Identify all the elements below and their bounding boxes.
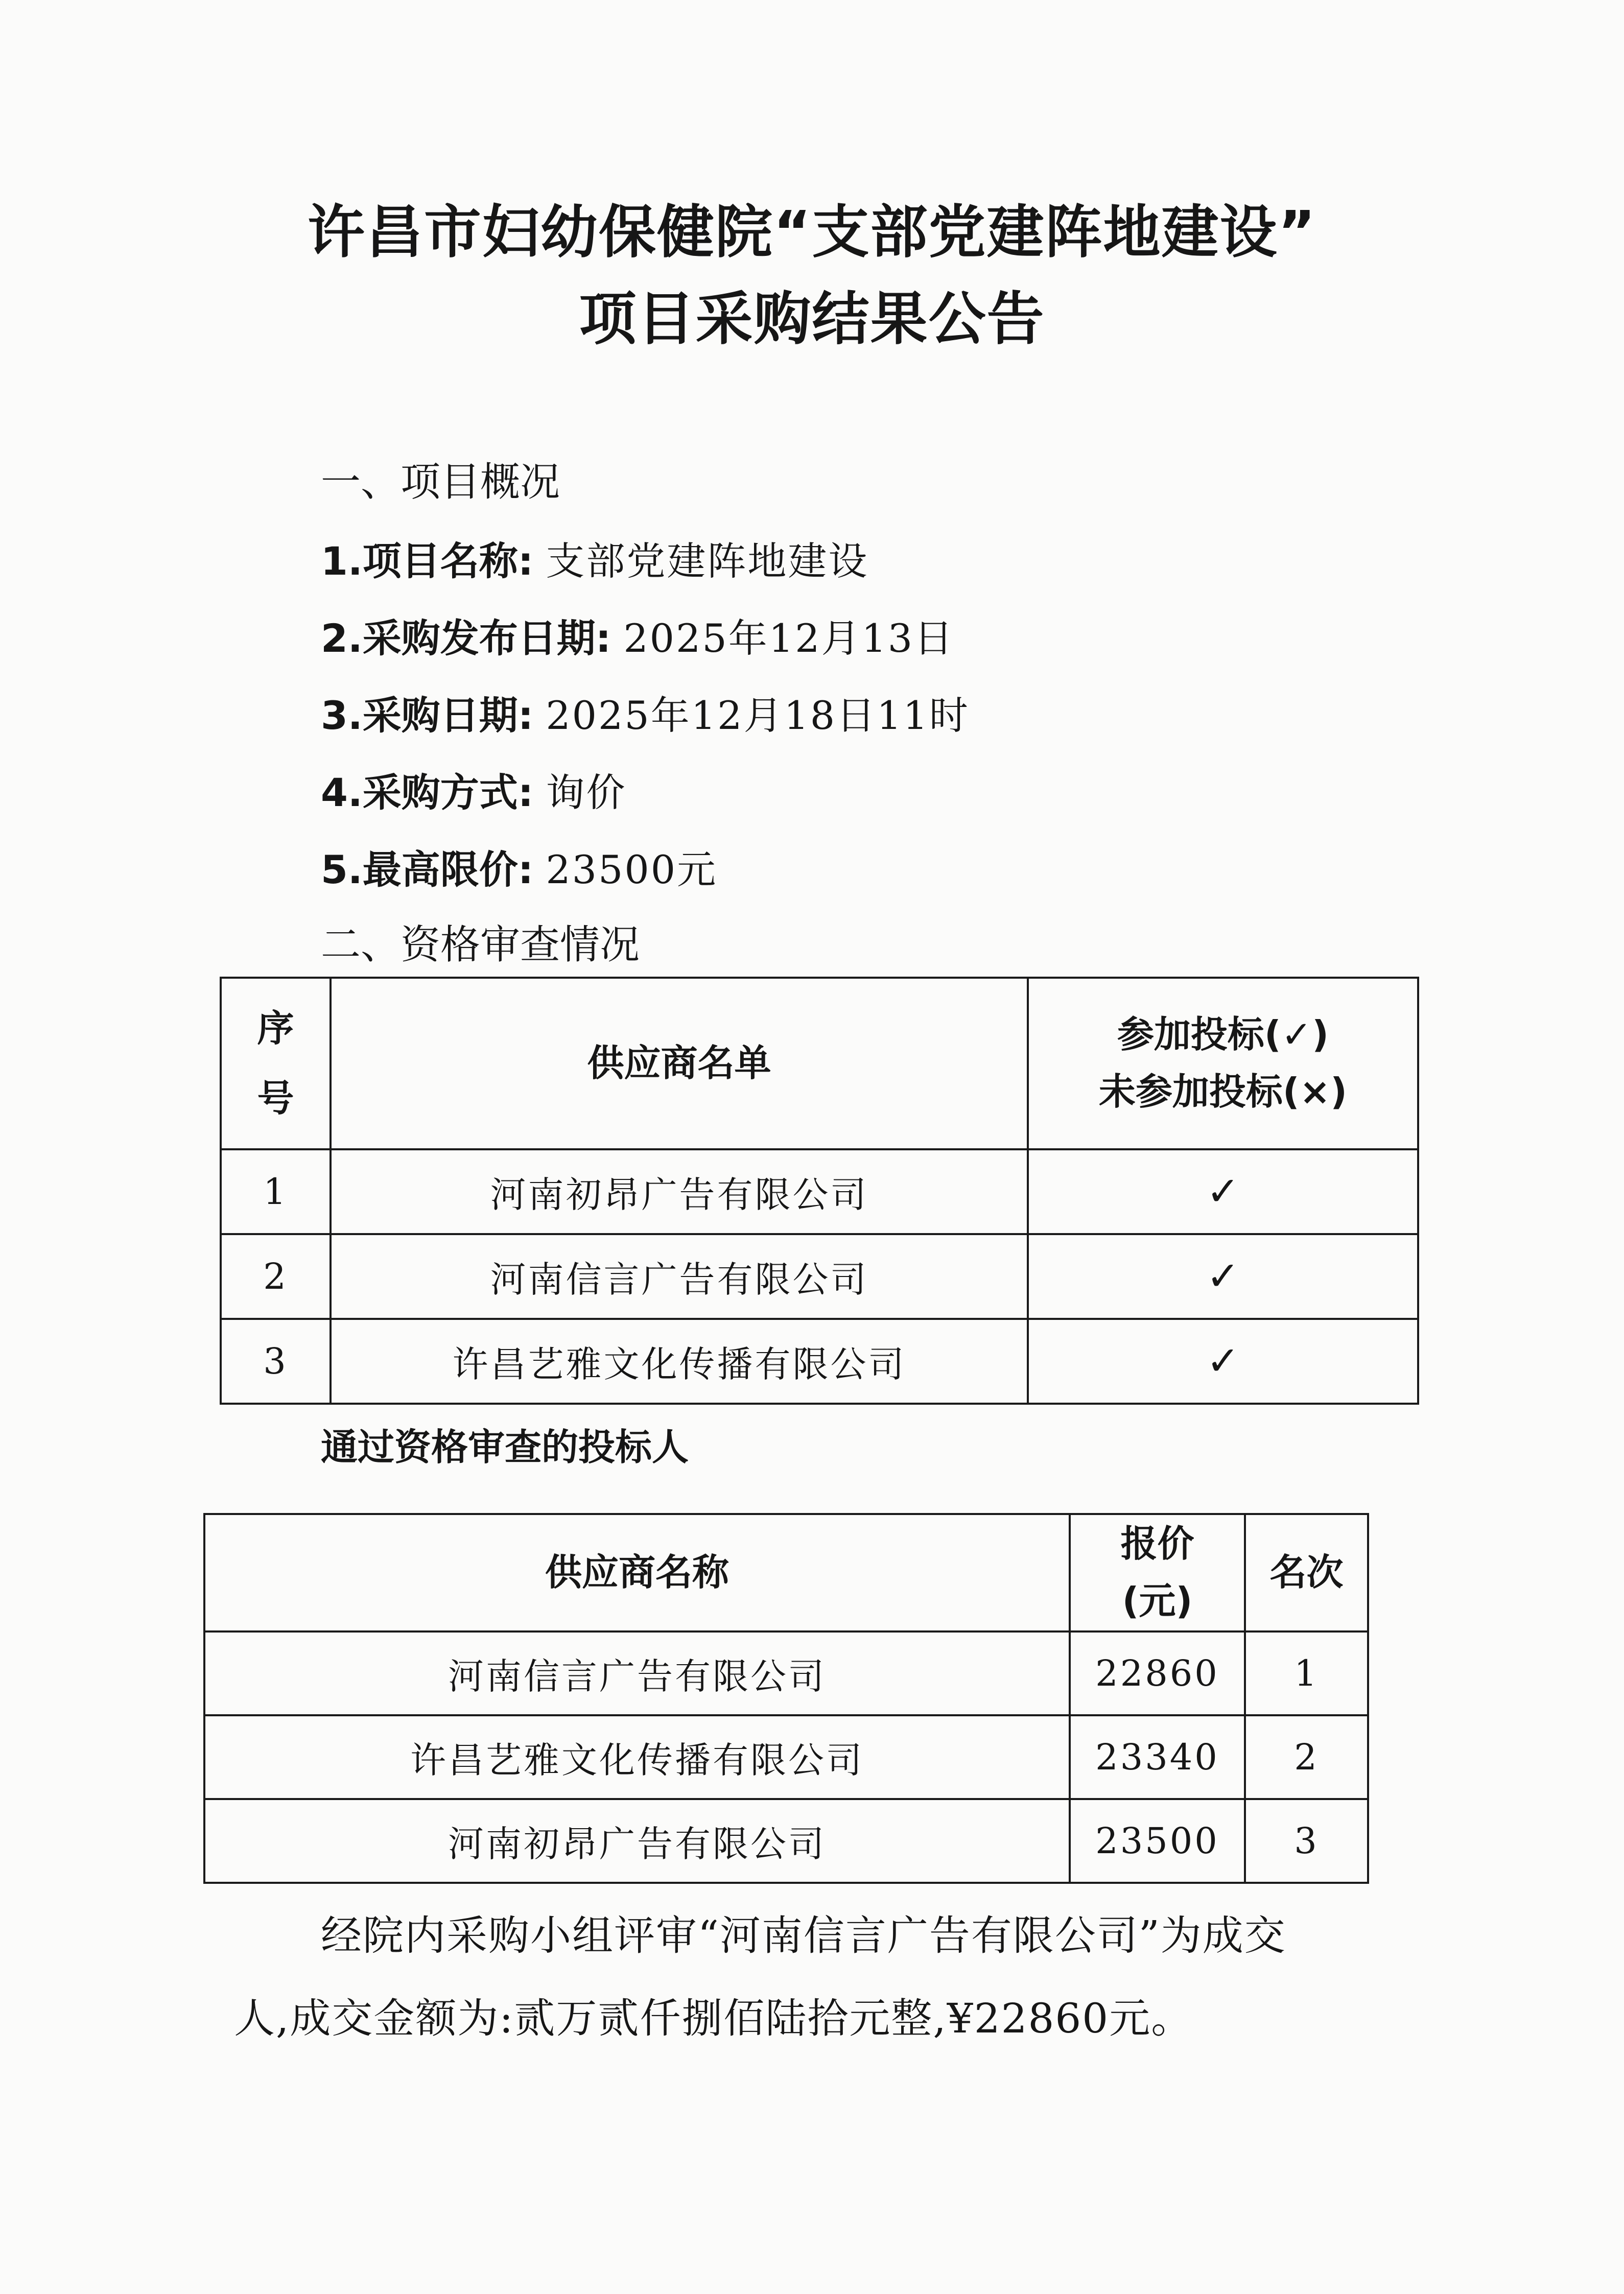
header-price: [1070, 1514, 1245, 1631]
header-price-label: 报价: [1120, 1522, 1194, 1566]
supplier-name-cell: 河南信言广告有限公司: [331, 1234, 1028, 1319]
check-icon: ✓: [1028, 1234, 1418, 1319]
info-value: 2025年12月13日: [623, 616, 955, 661]
header-rank: 名次: [1245, 1514, 1368, 1631]
qualified-bidders-title: 通过资格审查的投标人: [321, 1426, 689, 1469]
rank-cell: 2: [1245, 1715, 1368, 1799]
rank-cell: 1: [1245, 1631, 1368, 1715]
info-item-purchase-method: [321, 769, 626, 816]
info-value: 询价: [546, 770, 627, 815]
check-icon: ✓: [1028, 1149, 1418, 1234]
price-cell: 22860: [1070, 1631, 1245, 1715]
info-value: 23500元: [546, 847, 718, 892]
table-row: [204, 1799, 1368, 1883]
header-participated: 参加投标(✓): [1117, 1013, 1329, 1056]
table-row: [221, 1149, 1418, 1234]
document-title-line2: 项目采购结果公告: [579, 286, 1045, 352]
serial-cell: 1: [221, 1149, 331, 1234]
header-serial-no: [221, 978, 331, 1149]
supplier-name-cell: 许昌艺雅文化传播有限公司: [331, 1319, 1028, 1404]
supplier-participation-table: [220, 977, 1419, 1405]
qualified-bidders-table: [203, 1513, 1369, 1884]
table-header-row: [221, 978, 1418, 1149]
conclusion-line1: 经院内采购小组评审“河南信言广告有限公司”为成交: [321, 1912, 1286, 1959]
document-title-line1: 许昌市妇幼保健院“支部党建阵地建设”: [307, 199, 1317, 266]
serial-cell: 2: [221, 1234, 331, 1319]
check-icon: ✓: [1028, 1319, 1418, 1404]
info-label: 3.采购日期:: [321, 693, 534, 738]
supplier-name-cell: 河南初昂广告有限公司: [331, 1149, 1028, 1234]
table-row: [204, 1715, 1368, 1799]
header-price-unit: (元): [1122, 1579, 1193, 1622]
info-item-max-price: [321, 846, 717, 893]
header-participation: [1028, 978, 1418, 1149]
header-supplier-name: 供应商名称: [204, 1514, 1070, 1631]
header-serial-text: 序号: [257, 1007, 294, 1120]
table-row: [221, 1319, 1418, 1404]
supplier-name-cell: 许昌艺雅文化传播有限公司: [204, 1715, 1070, 1799]
info-label: 5.最高限价:: [321, 847, 534, 892]
info-value: 支部党建阵地建设: [546, 538, 869, 584]
conclusion-line2: 人,成交金额为:贰万贰仟捌佰陆拾元整,¥22860元。: [234, 1995, 1193, 2042]
section1-heading: 一、项目概况: [321, 459, 560, 505]
info-item-publish-date: [321, 615, 954, 661]
serial-cell: 3: [221, 1319, 331, 1404]
table-row: [221, 1234, 1418, 1319]
supplier-name-cell: 河南初昂广告有限公司: [204, 1799, 1070, 1883]
info-item-project-name: [321, 538, 868, 584]
header-supplier-list: 供应商名单: [331, 978, 1028, 1149]
info-item-purchase-date: [321, 692, 970, 739]
info-label: 2.采购发布日期:: [321, 616, 611, 661]
header-not-participated: 未参加投标(×): [1098, 1070, 1348, 1113]
price-cell: 23500: [1070, 1799, 1245, 1883]
supplier-name-cell: 河南信言广告有限公司: [204, 1631, 1070, 1715]
info-value: 2025年12月18日11时: [546, 693, 970, 738]
info-label: 4.采购方式:: [321, 770, 534, 815]
table-header-row: [204, 1514, 1368, 1631]
price-cell: 23340: [1070, 1715, 1245, 1799]
rank-cell: 3: [1245, 1799, 1368, 1883]
section2-heading: 二、资格审查情况: [321, 922, 640, 968]
table-row: [204, 1631, 1368, 1715]
info-label: 1.项目名称:: [321, 538, 534, 584]
